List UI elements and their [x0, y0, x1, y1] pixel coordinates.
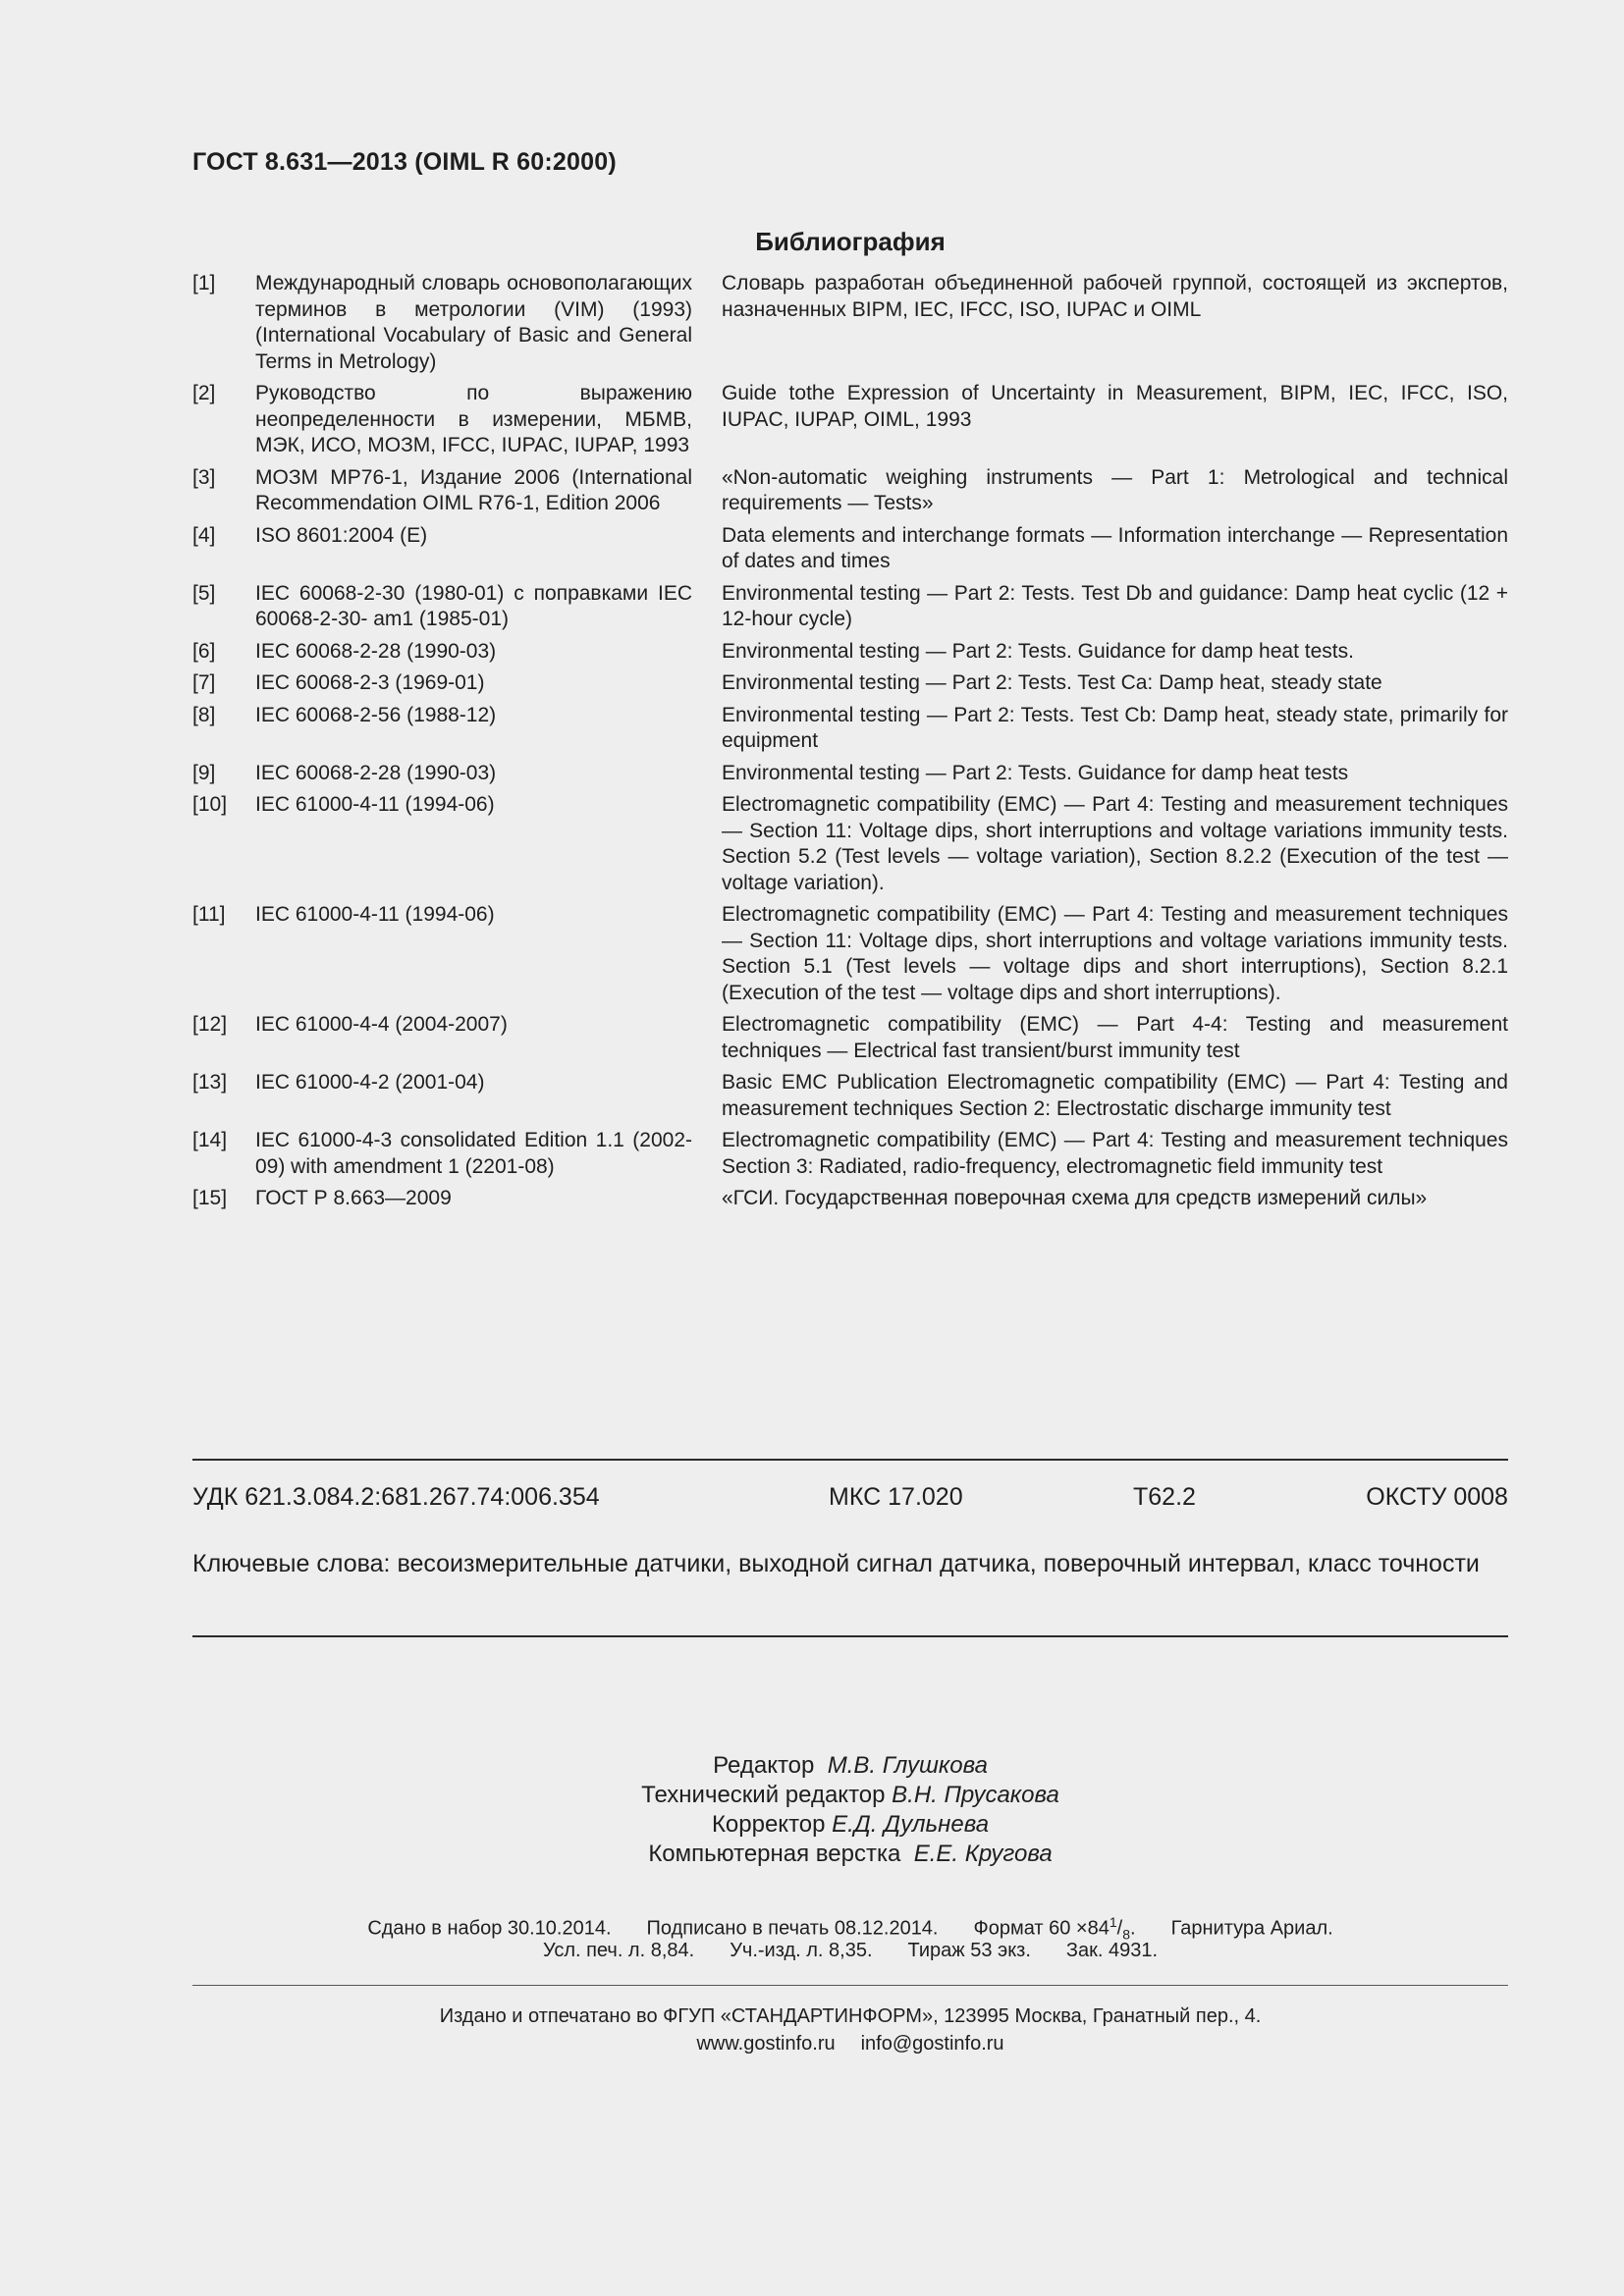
udk-code: УДК 621.3.084.2:681.267.74:006.354 — [192, 1483, 600, 1511]
entry-source: IEC 60068-2-28 (1990-03) — [255, 639, 497, 663]
email-link[interactable]: info@gostinfo.ru — [860, 2033, 1004, 2055]
mks-code: МКС 17.020 — [829, 1483, 963, 1511]
bibliography-list — [192, 271, 1508, 1218]
contacts-line — [192, 2030, 1508, 2057]
entry-number: [5] — [192, 581, 216, 605]
entry-number: [15] — [192, 1187, 228, 1209]
entry-source: IEC 60068-2-28 (1990-03) — [255, 761, 497, 784]
t-code: Т62.2 — [1132, 1483, 1196, 1511]
entry-description: «ГСИ. Государственная поверочная схема для средств измерений силы» — [722, 1187, 1428, 1209]
bibliography-entry — [192, 581, 1508, 633]
entry-number: [1] — [192, 272, 216, 294]
entry-description: Electromagnetic compatibility (EMC) — Part 4-4: Testing and measurement techniques — Electrical fast transient/burst immunity test — [722, 1013, 1508, 1062]
bibliography-entry — [192, 902, 1508, 1006]
entry-description: Basic EMC Publication Electromagnetic compatibility (EMC) — Part 4: Testing and measurement techniques Section 2: Electrostatic discharge immunity test — [722, 1071, 1508, 1120]
entry-description: Environmental testing — Part 2: Tests. Guidance for damp heat tests. — [722, 639, 1354, 663]
imprint-line-1: Сдано в набор 30.10.2014. Подписано в печать 08.12.2014. Формат $60 \times 84^1/_8$. Гарнитура Ариал. — [367, 1914, 1333, 1943]
entry-source: Международный словарь основополагающих терминов в метрологии (VIM) (1993) (International Vocabulary of Basic and General Terms in Metrology) — [255, 272, 692, 373]
entry-description: Словарь разработан объединенной рабочей группой, состоящей из экспертов, назначенных BIPM, IEC, IFCC, ISO, IUPAC и OIML — [722, 272, 1508, 321]
publisher-line: Издано и отпечатано во ФГУП «СТАНДАРТИНФОРМ», 123995 Москва, Гранатный пер., 4. — [439, 2005, 1262, 2027]
bottom-divider — [192, 1635, 1508, 1637]
bibliography-entry — [192, 381, 1508, 459]
top-divider — [192, 1459, 1508, 1461]
bibliography-entry — [192, 761, 1508, 787]
bibliography-entry — [192, 1128, 1508, 1180]
entry-number: [8] — [192, 703, 216, 726]
credits — [0, 1751, 1624, 1869]
entry-source: IEC 60068-2-56 (1988-12) — [255, 703, 497, 726]
entry-number: [10] — [192, 793, 228, 816]
entry-source: IEC 61000-4-3 consolidated Edition 1.1 (2002-09) with amendment 1 (2201-08) — [255, 1129, 692, 1178]
credit-tech-editor: Технический редактор В.Н. Прусакова — [641, 1782, 1059, 1808]
entry-source: IEC 61000-4-11 (1994-06) — [255, 793, 495, 816]
bibliography-title: Библиография — [755, 227, 946, 256]
bibliography-entry — [192, 271, 1508, 375]
entry-description: Electromagnetic compatibility (EMC) — Part 4: Testing and measurement techniques Section 3: Radiated, radio-frequency, electromagnetic field immunity test — [722, 1129, 1508, 1178]
entry-description: Electromagnetic compatibility (EMC) — Part 4: Testing and measurement techniques — Section 11: Voltage dips, short interruptions and voltage variations immunity tests. Section 5.2 (Test levels — voltage variation), Section 8.2.2 (Execution of the test — voltage variation). — [722, 793, 1508, 894]
okstu-code: ОКСТУ 0008 — [1366, 1483, 1508, 1511]
entry-number: [4] — [192, 523, 216, 547]
entry-number: [13] — [192, 1071, 228, 1094]
entry-number: [2] — [192, 382, 216, 404]
classification-row — [192, 1483, 1508, 1512]
entry-description: Guide tothe Expression of Uncertainty in Measurement, BIPM, IEC, IFCC, ISO, IUPAC, IUPAP, OIML, 1993 — [722, 382, 1508, 431]
entry-source: IEC 60068-2-30 (1980-01) с поправками IEC 60068-2-30- am1 (1985-01) — [255, 581, 692, 630]
document-header: ГОСТ 8.631—2013 (OIML R 60:2000) — [192, 148, 617, 176]
imprint-line-2: Усл. печ. л. 8,84. Уч.-изд. л. 8,35. Тираж 53 экз. Зак. 4931. — [542, 1940, 1159, 1961]
entry-number: [12] — [192, 1013, 228, 1036]
bibliography-entry — [192, 1070, 1508, 1122]
entry-source: IEC 61000-4-4 (2004-2007) — [255, 1013, 508, 1036]
entry-source: Руководство по выражению неопределенности в измерении, МБМВ, МЭК, ИСО, МОЗМ, IFCC, IUPAC, IUPAP, 1993 — [255, 382, 692, 456]
entry-description: Environmental testing — Part 2: Tests. Test Cb: Damp heat, steady state, primarily for equipment — [722, 703, 1508, 752]
entry-description: Data elements and interchange formats — Information interchange — Representation of dates and times — [722, 523, 1508, 572]
credit-layout: Компьютерная верстка Е.Е. Кругова — [648, 1841, 1053, 1867]
entry-number: [11] — [192, 903, 226, 926]
credit-editor: Редактор М.В. Глушкова — [713, 1752, 988, 1779]
bibliography-entry — [192, 465, 1508, 517]
entry-description: Environmental testing — Part 2: Tests. Guidance for damp heat tests — [722, 761, 1349, 784]
keywords: Ключевые слова: весоизмерительные датчики, выходной сигнал датчика, поверочный интервал, класс точности — [192, 1550, 1480, 1577]
entry-number: [6] — [192, 639, 216, 663]
credit-corrector: Корректор Е.Д. Дульнева — [711, 1811, 990, 1838]
bibliography-entry — [192, 792, 1508, 896]
entry-number: [9] — [192, 761, 216, 784]
entry-source: IEC 61000-4-2 (2001-04) — [255, 1071, 485, 1094]
entry-source: IEC 61000-4-11 (1994-06) — [255, 903, 495, 926]
bibliography-entry — [192, 1186, 1508, 1212]
entry-source: ГОСТ Р 8.663—2009 — [255, 1187, 452, 1209]
bibliography-entry — [192, 703, 1508, 755]
imprint-divider — [192, 1985, 1508, 1986]
bibliography-entry — [192, 639, 1508, 666]
entry-source: ISO 8601:2004 (E) — [255, 523, 428, 547]
entry-number: [7] — [192, 671, 216, 694]
entry-description: Electromagnetic compatibility (EMC) — Part 4: Testing and measurement techniques — Section 11: Voltage dips, short interruptions and voltage variations immunity tests. Section 5.1 (Test levels — voltage dips and short interruptions), Section 8.2.1 (Execution of the test — voltage dips and short interruptions). — [722, 903, 1508, 1004]
bibliography-entry — [192, 1012, 1508, 1064]
bibliography-entry — [192, 523, 1508, 575]
entry-source: МОЗМ МР76-1, Издание 2006 (International Recommendation OIML R76-1, Edition 2006 — [255, 465, 692, 514]
entry-number: [3] — [192, 465, 216, 489]
entry-number: [14] — [192, 1129, 228, 1151]
entry-description: «Non-automatic weighing instruments — Part 1: Metrological and technical requirements — Tests» — [722, 465, 1508, 514]
bibliography-entry — [192, 670, 1508, 697]
entry-description: Environmental testing — Part 2: Tests. Test Db and guidance: Damp heat cyclic (12 + 12-hour cycle) — [722, 581, 1508, 630]
entry-source: IEC 60068-2-3 (1969-01) — [255, 671, 485, 694]
website-link[interactable]: www.gostinfo.ru — [696, 2033, 836, 2055]
entry-description: Environmental testing — Part 2: Tests. Test Ca: Damp heat, steady state — [722, 671, 1382, 694]
